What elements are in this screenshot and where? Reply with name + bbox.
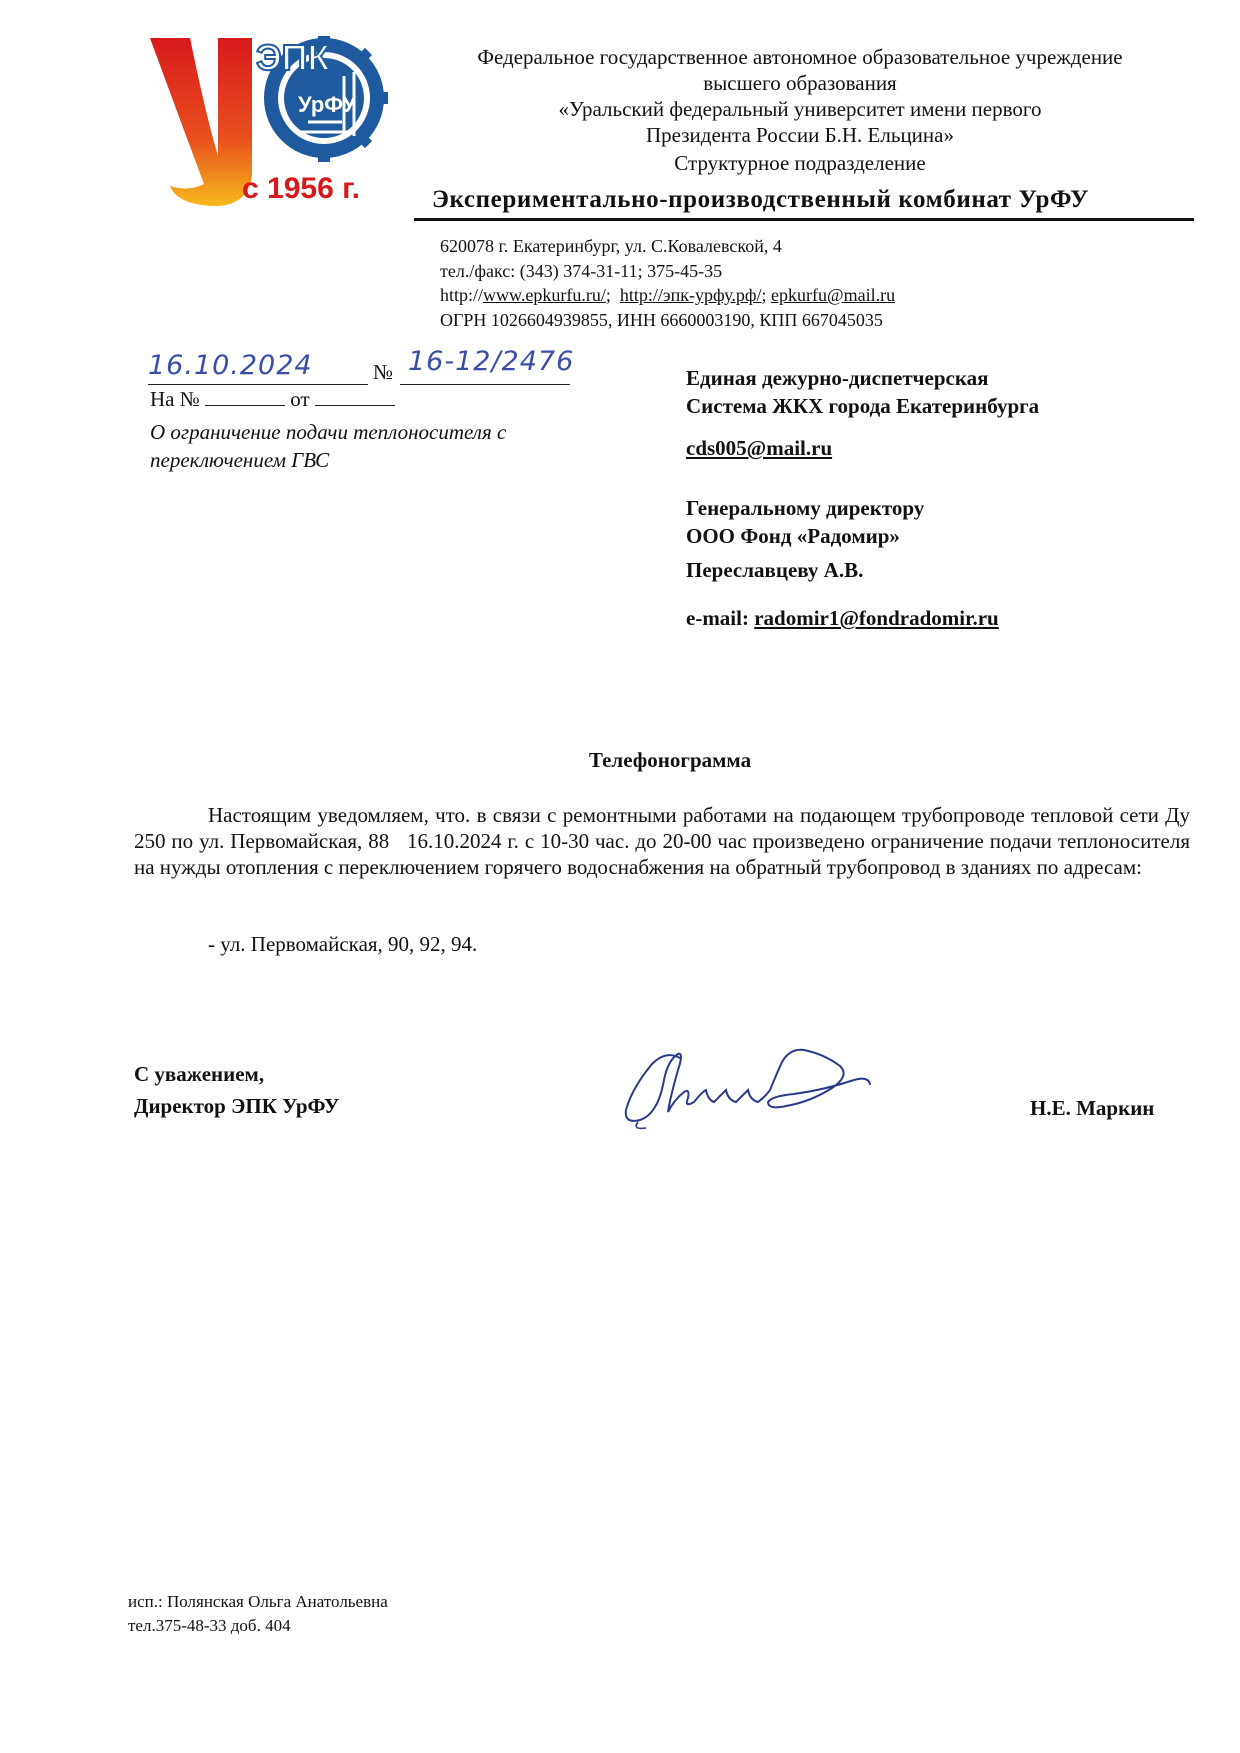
email-label: e-mail:	[686, 606, 755, 630]
org-line: высшего образования	[703, 71, 897, 95]
registration-numbers: ОГРН 1026604939855, ИНН 6660003190, КПП 667045035	[440, 309, 883, 330]
signer-name: Н.Е. Маркин	[1030, 1096, 1155, 1120]
addressee-first	[686, 364, 1039, 420]
addressee-line: ООО Фонд «Радомир»	[686, 524, 900, 548]
ref-prefix: На №	[150, 387, 200, 411]
logo-since-text: с 1956 г.	[242, 172, 360, 205]
header-divider	[414, 218, 1194, 221]
addressee-first-email	[686, 434, 832, 462]
website-link-1[interactable]: www.epkurfu.ru/	[483, 285, 606, 305]
document-number: 16-12/2476	[408, 346, 575, 377]
document-date: 16.10.2024	[148, 350, 313, 381]
org-line: «Уральский федеральный университет имени первого	[558, 97, 1042, 121]
ref-from: от	[290, 387, 310, 411]
executor-phone: тел.375-48-33 доб. 404	[128, 1616, 291, 1635]
contacts-block	[440, 234, 895, 332]
number-sign: №	[373, 360, 394, 384]
addressee-line: Генеральному директору	[686, 496, 925, 520]
web-separator: ;	[605, 285, 620, 305]
logo-graphic	[148, 36, 388, 211]
address-item: - ул. Первомайская, 90, 92, 94.	[208, 932, 478, 956]
web-line	[440, 283, 895, 308]
ref-date-blank	[315, 387, 395, 406]
number-underline	[400, 384, 570, 385]
email-link[interactable]: radomir1@fondradomir.ru	[754, 606, 999, 630]
logo-sub-text: УрФУ	[298, 92, 356, 117]
logo-mark-text: ЭПК	[256, 37, 330, 78]
executor-name: исп.: Полянская Ольга Анатольевна	[128, 1592, 388, 1611]
address-line: 620078 г. Екатеринбург, ул. С.Ковалевской, 4	[440, 236, 782, 256]
signature-graphic	[618, 1040, 888, 1140]
handwritten-signature	[618, 1040, 888, 1140]
phone-line: тел./факс: (343) 374-31-11; 375-45-35	[440, 260, 723, 281]
org-line: Структурное подразделение	[674, 151, 926, 175]
signer-position: Директор ЭПК УрФУ	[134, 1094, 340, 1118]
addressee-second-email	[686, 604, 999, 632]
web-separator: ;	[761, 285, 772, 305]
website-link-2[interactable]: http://эпк-урфу.рф/	[619, 285, 762, 305]
email-link[interactable]: cds005@mail.ru	[686, 436, 833, 460]
org-line: Федеральное государственное автономное образовательное учреждение	[477, 45, 1123, 69]
closing-regards: С уважением,	[134, 1062, 265, 1086]
ref-number-blank	[205, 387, 285, 406]
organization-header	[410, 44, 1190, 176]
addressee-line: Переславцеву А.В.	[686, 558, 864, 582]
reference-row	[150, 387, 395, 412]
document-title: Телефонограмма	[588, 748, 752, 772]
subject-line: переключением ГВС	[150, 448, 330, 472]
addressee-line: Единая дежурно-диспетчерская	[686, 366, 989, 390]
org-line: Президента России Б.Н. Ельцина»	[646, 123, 954, 147]
paragraph-text: Настоящим уведомляем, что. в связи с ремонтными работами на подающем трубопроводе тепловой сети Ду 250 по ул. Первомайская, 88 16.10.2024 г. с 10-30 час. до 20-00 час произведено ограничение подачи теплоносителя на нужды отопления с переключением горячего водоснабжения на обратный трубопровод в зданиях по адресам:	[134, 803, 1196, 879]
web-prefix: http://	[440, 285, 484, 305]
executor-block	[128, 1590, 388, 1638]
date-underline	[148, 384, 368, 385]
body-paragraph	[134, 802, 1196, 880]
org-email-link[interactable]: epkurfu@mail.ru	[771, 285, 896, 305]
document-subject	[150, 418, 610, 474]
addressee-line: Система ЖКХ города Екатеринбурга	[686, 394, 1040, 418]
subject-line: О ограничение подачи теплоносителя с	[150, 420, 507, 444]
addressee-second	[686, 494, 924, 584]
closing-block	[134, 1058, 339, 1122]
organization-name: Экспериментально-производственный комбинат УрФУ	[432, 186, 1090, 213]
epk-urfu-logo	[148, 36, 388, 211]
